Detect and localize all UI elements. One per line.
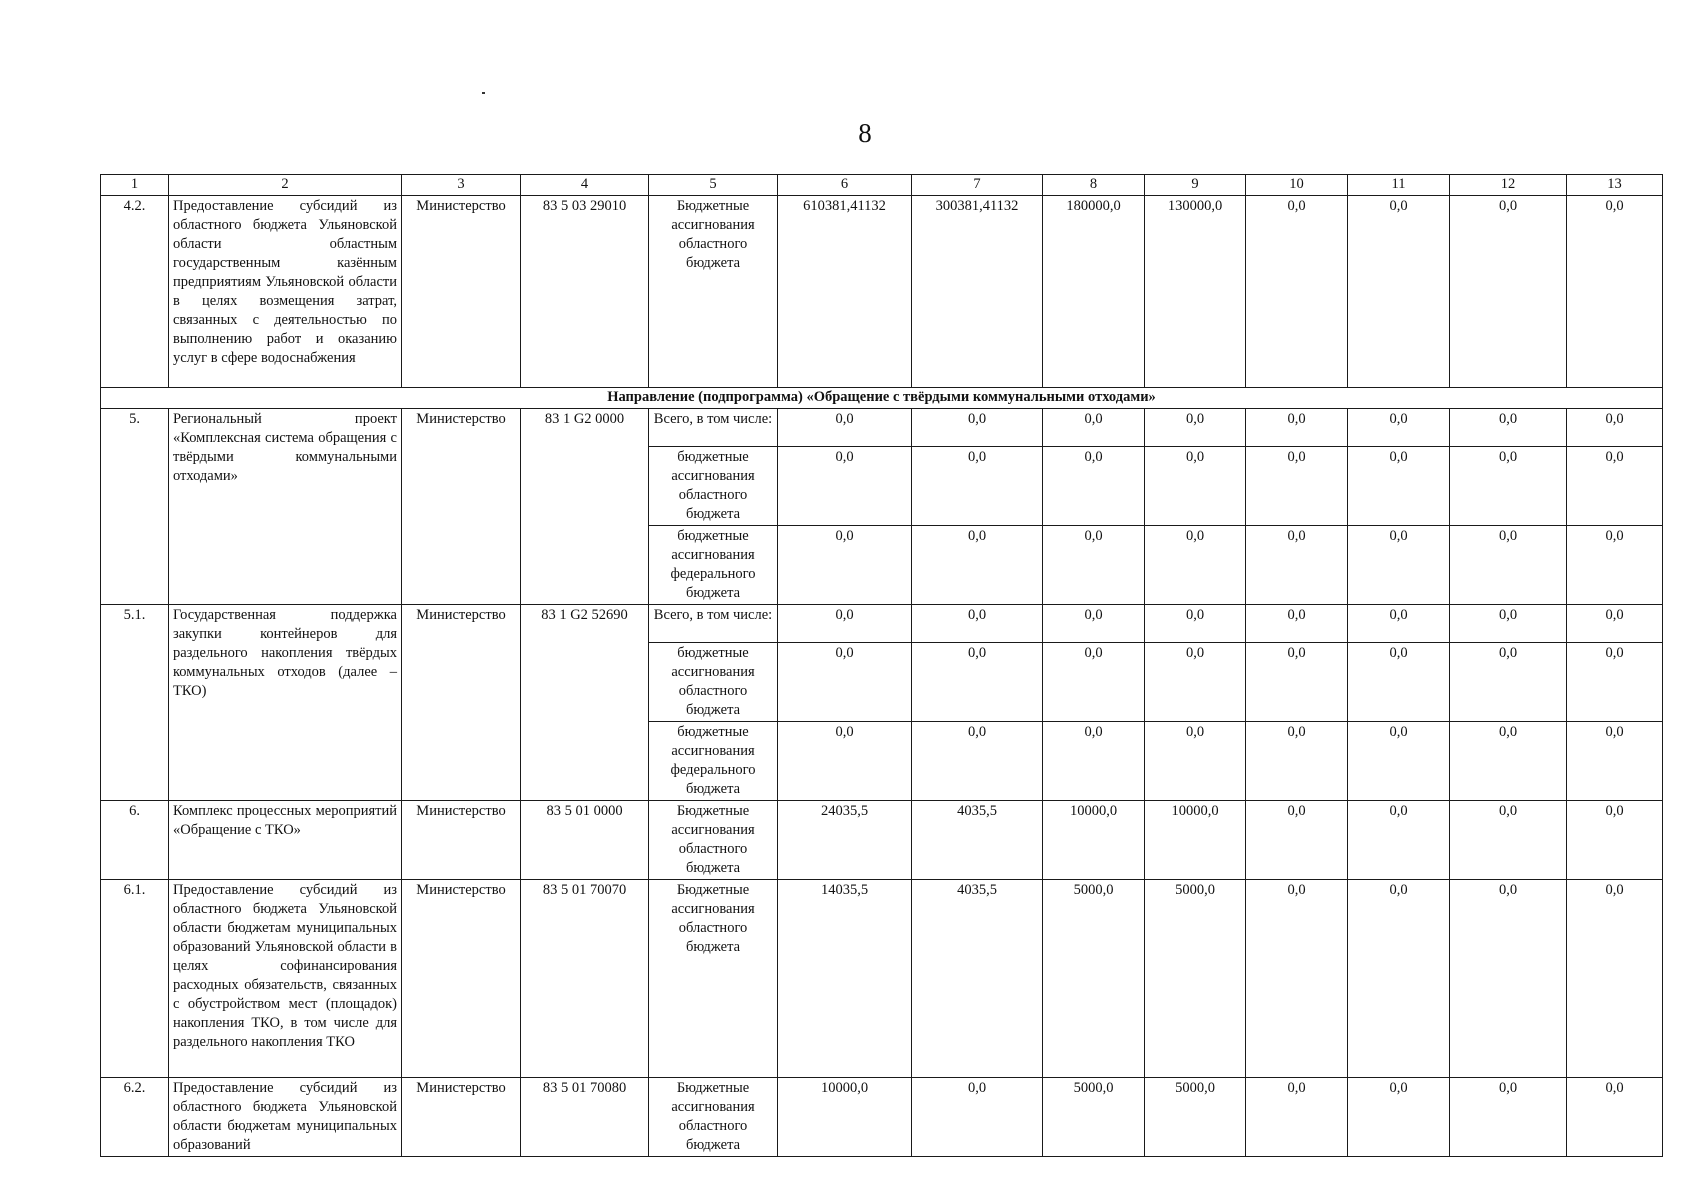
value-cell: 0,0 [912,409,1043,447]
row-source: Бюджетные ассигнования областного бюджета [649,880,778,1078]
row-executor: Министерство [402,801,521,880]
column-number: 9 [1145,175,1246,196]
value-cell: 0,0 [1348,526,1450,605]
value-cell: 0,0 [1348,880,1450,1078]
column-number: 4 [521,175,649,196]
row-name: Предоставление субсидий из областного бюджета Ульяновской области бюджетам муниципальных образований [169,1078,402,1157]
budget-table [100,174,1663,1157]
value-cell: 0,0 [1043,409,1145,447]
value-cell: 0,0 [1450,196,1567,388]
value-cell: 0,0 [1567,801,1663,880]
row-name: Государственная поддержка закупки контейнеров для раздельного накопления твёрдых коммунальных отходов (далее – ТКО) [169,605,402,801]
value-cell: 0,0 [1043,722,1145,801]
row-code: 83 5 01 70070 [521,880,649,1078]
value-cell: 0,0 [1567,1078,1663,1157]
value-cell: 4035,5 [912,880,1043,1078]
value-cell: 0,0 [1043,526,1145,605]
table-row [101,880,1663,1078]
value-cell: 0,0 [1043,643,1145,722]
value-cell: 14035,5 [778,880,912,1078]
column-number: 13 [1567,175,1663,196]
row-name: Комплекс процессных мероприятий «Обращение с ТКО» [169,801,402,880]
column-number: 7 [912,175,1043,196]
row-source: Бюджетные ассигнования областного бюджета [649,801,778,880]
row-number: 5.1. [101,605,169,801]
value-cell: 0,0 [1246,196,1348,388]
value-cell: 0,0 [1567,722,1663,801]
page-number: 8 [858,118,872,148]
value-cell: 0,0 [912,643,1043,722]
table-row [101,196,1663,388]
row-source: бюджетные ассигнования областного бюджета [649,447,778,526]
value-cell: 0,0 [1043,447,1145,526]
value-cell: 0,0 [778,409,912,447]
value-cell: 0,0 [1450,447,1567,526]
value-cell: 130000,0 [1145,196,1246,388]
value-cell: 0,0 [1567,409,1663,447]
value-cell: 0,0 [1450,801,1567,880]
value-cell: 0,0 [1348,409,1450,447]
row-source: Всего, в том числе: [649,605,778,643]
table-row [101,409,1663,447]
value-cell: 0,0 [1145,643,1246,722]
row-executor: Министерство [402,196,521,388]
value-cell: 4035,5 [912,801,1043,880]
value-cell: 0,0 [778,526,912,605]
value-cell: 0,0 [1450,643,1567,722]
scan-artifact [482,92,485,94]
value-cell: 0,0 [778,447,912,526]
row-number: 6.1. [101,880,169,1078]
value-cell: 10000,0 [1145,801,1246,880]
value-cell: 24035,5 [778,801,912,880]
column-number: 12 [1450,175,1567,196]
value-cell: 5000,0 [1145,1078,1246,1157]
section-row [101,388,1663,409]
row-source: Бюджетные ассигнования областного бюджета [649,1078,778,1157]
value-cell: 0,0 [1567,447,1663,526]
value-cell: 0,0 [1567,526,1663,605]
value-cell: 0,0 [1348,643,1450,722]
table-row [101,605,1663,643]
value-cell: 0,0 [1450,880,1567,1078]
column-number: 2 [169,175,402,196]
row-source: бюджетные ассигнования федерального бюджета [649,722,778,801]
column-number-row [101,175,1663,196]
value-cell: 0,0 [912,1078,1043,1157]
value-cell: 0,0 [1450,722,1567,801]
value-cell: 0,0 [1567,196,1663,388]
value-cell: 0,0 [912,605,1043,643]
value-cell: 0,0 [1567,605,1663,643]
column-number: 8 [1043,175,1145,196]
column-number: 6 [778,175,912,196]
value-cell: 0,0 [1246,801,1348,880]
value-cell: 0,0 [1246,409,1348,447]
value-cell: 0,0 [912,722,1043,801]
row-source: Всего, в том числе: [649,409,778,447]
value-cell: 0,0 [1348,196,1450,388]
row-name: Предоставление субсидий из областного бюджета Ульяновской области бюджетам муниципальных образований Ульяновской области в целях софинансирования расходных обязательств, связанных с обустройством мест (площадок) накопления ТКО, в том числе для раздельного накопления ТКО [169,880,402,1078]
column-number: 11 [1348,175,1450,196]
value-cell: 0,0 [1567,880,1663,1078]
row-executor: Министерство [402,1078,521,1157]
column-number: 1 [101,175,169,196]
row-number: 6. [101,801,169,880]
row-name: Региональный проект «Комплексная система обращения с твёрдыми коммунальными отходами» [169,409,402,605]
value-cell: 0,0 [1145,722,1246,801]
value-cell: 0,0 [1348,801,1450,880]
value-cell: 0,0 [1450,1078,1567,1157]
row-name: Предоставление субсидий из областного бюджета Ульяновской области областным государственным казённым предприятиям Ульяновской области в целях возмещения затрат, связанных с деятельностью по выполнению работ и оказанию услуг в сфере водоснабжения [169,196,402,388]
row-number: 4.2. [101,196,169,388]
value-cell: 0,0 [1246,722,1348,801]
value-cell: 0,0 [778,722,912,801]
value-cell: 0,0 [1450,526,1567,605]
value-cell: 0,0 [778,643,912,722]
row-source: бюджетные ассигнования федерального бюджета [649,526,778,605]
value-cell: 0,0 [1246,447,1348,526]
value-cell: 0,0 [778,605,912,643]
value-cell: 0,0 [1348,722,1450,801]
value-cell: 0,0 [1348,447,1450,526]
value-cell: 0,0 [1246,605,1348,643]
value-cell: 0,0 [1145,526,1246,605]
value-cell: 0,0 [1450,605,1567,643]
row-number: 5. [101,409,169,605]
value-cell: 0,0 [1348,1078,1450,1157]
row-executor: Министерство [402,605,521,801]
row-number: 6.2. [101,1078,169,1157]
row-code: 83 5 01 70080 [521,1078,649,1157]
value-cell: 0,0 [1246,643,1348,722]
value-cell: 0,0 [1145,447,1246,526]
value-cell: 180000,0 [1043,196,1145,388]
table-row [101,801,1663,880]
value-cell: 0,0 [1348,605,1450,643]
value-cell: 0,0 [912,447,1043,526]
value-cell: 0,0 [1145,409,1246,447]
value-cell: 300381,41132 [912,196,1043,388]
section-title: Направление (подпрограмма) «Обращение с твёрдыми коммунальными отходами» [101,388,1663,409]
table-row [101,1078,1663,1157]
value-cell: 0,0 [1043,605,1145,643]
value-cell: 610381,41132 [778,196,912,388]
row-code: 83 1 G2 52690 [521,605,649,801]
column-number: 3 [402,175,521,196]
value-cell: 0,0 [1450,409,1567,447]
value-cell: 5000,0 [1043,1078,1145,1157]
column-number: 5 [649,175,778,196]
row-executor: Министерство [402,880,521,1078]
value-cell: 0,0 [1567,643,1663,722]
value-cell: 0,0 [1246,1078,1348,1157]
value-cell: 0,0 [1246,526,1348,605]
table-body [101,175,1663,1157]
value-cell: 5000,0 [1145,880,1246,1078]
value-cell: 0,0 [1246,880,1348,1078]
row-source: бюджетные ассигнования областного бюджета [649,643,778,722]
column-number: 10 [1246,175,1348,196]
value-cell: 0,0 [1145,605,1246,643]
value-cell: 10000,0 [1043,801,1145,880]
value-cell: 0,0 [912,526,1043,605]
row-code: 83 5 01 0000 [521,801,649,880]
row-source: Бюджетные ассигнования областного бюджета [649,196,778,388]
row-executor: Министерство [402,409,521,605]
row-code: 83 5 03 29010 [521,196,649,388]
row-code: 83 1 G2 0000 [521,409,649,605]
value-cell: 5000,0 [1043,880,1145,1078]
value-cell: 10000,0 [778,1078,912,1157]
